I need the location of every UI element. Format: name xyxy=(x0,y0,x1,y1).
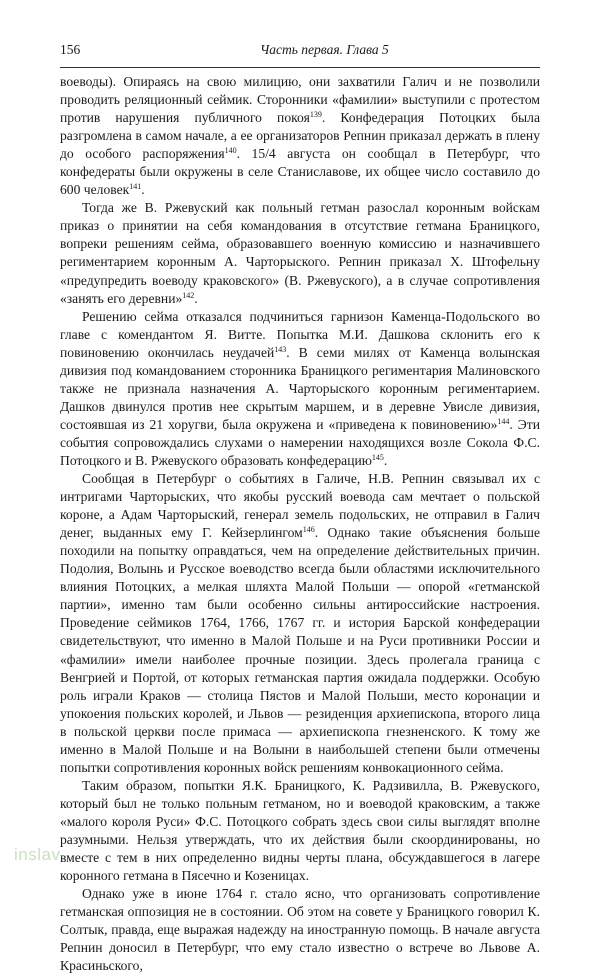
paragraph-text: Решению сейма отказался подчиниться гарнизон Каменца-Подольского во главе с комендантом Я. Витте. Попытка М.И. Дашкова склонить его к повиновению окончилась неудачей xyxy=(60,308,540,360)
paragraph-text: . 15/4 августа он сообщал в Петербург, что конфедераты были окружены в селе Станиславове, их общее число составило до 600 человек xyxy=(60,146,540,198)
paragraph-text: . Конфедерация Потоцких была разгромлена в самом начале, а ее организаторов Репнин приказал держать в плену до особого распоряжения xyxy=(60,110,540,162)
body-text xyxy=(60,73,540,975)
paragraph-text: Тогда же В. Ржевуский как польный гетман разослал коронным войскам приказ о принятии на себя командования в отсутствие гетмана Браницкого, вопреки решениям сейма, образовавшего военную комиссию и назначившего региментарием коронным А. Чарторыского. Репнин приказал Х. Штофельну «предупредить воеводу краковского» (В. Ржевуского), а в случае сопротивления «занять его деревни» xyxy=(60,200,540,306)
watermark-logo: inslav xyxy=(14,845,61,864)
paragraph-text: . Однако такие объяснения больше походили на попытку оправдаться, чем на определение действительных причин. Подолия, Волынь и Русское воеводство всегда были областями исключительного влияния Потоцких, а мелкая шляхта Малой Польши — опорой «гетманской партии», именно там были особенно сильны антироссийские настроения. Проведение сеймиков 1764, 1766, 1767 гг. и история Барской конфедерации свидетельствуют, что именно в Малой Польше и на Руси противники России и «фамилии» имели наиболее прочные позиции. Здесь пролегала граница с Венгрией и Портой, от которых гетманская партия ожидала поддержки. Особую роль играли Краков — столица Пястов и Малой Польши, место коронации и упокоения польских королей, и Львов — резиденция архиепископа, второго лица в польской церкви после примаса — архиепископа гнезненского. К тому же именно в Малой Польше и на Волыни в наибольшей степени были отмечены попытки сопротивления коронных войск решениям конвокационного сейма. xyxy=(60,525,540,775)
paragraph xyxy=(60,470,540,777)
page-header xyxy=(60,42,540,62)
footnote-marker: 144 xyxy=(497,416,510,426)
footnote-marker: 139 xyxy=(309,110,322,120)
paragraph xyxy=(60,777,540,885)
footnote-marker: 142 xyxy=(182,290,195,300)
paragraph-text: Однако уже в июне 1764 г. стало ясно, что организовать сопротивление гетманская оппозиция не в состоянии. Об этом на совете у Браницкого говорил К. Солтык, правда, еще выражая надежду на иностранную помощь. В начале августа Репнин доносил в Петербург, что ему стало известно о встрече во Львове А. Красиньского, xyxy=(60,886,540,974)
paragraph-text: . xyxy=(194,290,198,306)
footnote-marker: 146 xyxy=(302,525,315,535)
paragraph-text: . xyxy=(383,452,388,468)
header-rule xyxy=(60,67,540,68)
running-title: Часть первая. Глава 5 xyxy=(260,42,389,57)
paragraph xyxy=(60,885,540,975)
paragraph-text: . xyxy=(141,182,145,198)
paragraph xyxy=(60,73,540,199)
page-number: 156 xyxy=(60,42,81,57)
paragraph-text: . Эти события сопровождались слухами о намерении находящихся возле Сокола Ф.С. Потоцкого и В. Ржевуского образовать конфедерацию xyxy=(60,416,540,468)
paragraph xyxy=(60,308,540,470)
paragraph-text: воеводы). Опираясь на свою милицию, они захватили Галич и не позволили проводить реляционный сеймик. Сторонники «фамилии» выступили с протестом против нарушения публичного покоя xyxy=(60,74,540,126)
paragraph-text: Таким образом, попытки Я.К. Браницкого, К. Радзивилла, В. Ржевуского, который был не только польным гетманом, но и воеводой краковским, а также «малого короля Руси» Ф.С. Потоцкого собрать здесь свои силы выглядят вполне разумными. Нельзя утверждать, что их действия были скоординированы, но вместе с тем в них определенно видны черты плана, обсуждавшегося в лагере коронного гетмана в Пясечно и Козеницах. xyxy=(60,777,540,884)
paragraph xyxy=(60,199,540,307)
footnote-marker: 145 xyxy=(371,452,384,462)
paragraph-text: Сообщая в Петербург о событиях в Галиче, Н.В. Репнин связывал их с интригами Чарторыских, что якобы русский воевода сам мечтает о польской короне, а Адам Чарторыский, генерал земель подольских, не отправил в Галич денег, выданных ему Г. Кейзерлингом xyxy=(60,471,540,541)
footnote-marker: 143 xyxy=(274,344,287,354)
footnote-marker: 140 xyxy=(224,146,237,156)
paragraph-text: . В семи милях от Каменца волынская дивизия под командованием сторонника Браницкого региментария Малиновского также не признала назначения А. Чарторыского коронным региментарием. Дашков двинулся против нее скрытым маршем, и в деревне Увисле дивизия, состоявшая из 21 хоругви, была окружена и «приведена к повиновению» xyxy=(60,344,540,432)
footnote-marker: 141 xyxy=(129,182,142,192)
